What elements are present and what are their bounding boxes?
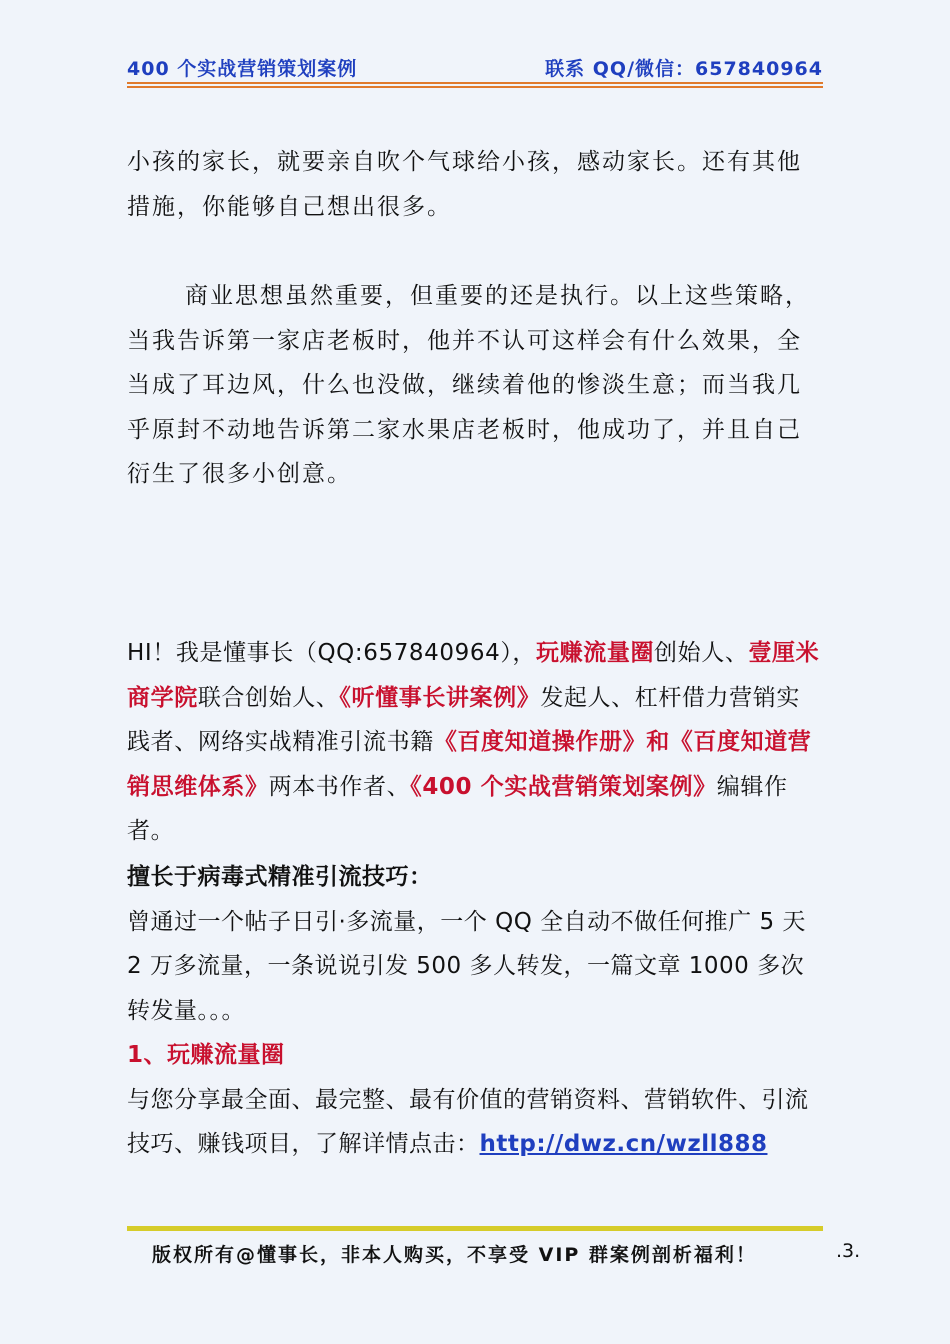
bio-text-5: 两本书作者、: [268, 773, 411, 800]
bio-highlight-1: 玩赚流量圈: [536, 640, 655, 666]
header-divider-secondary: [127, 86, 823, 88]
author-bio: [127, 631, 823, 854]
skills-item-title: 1、玩赚流量圈: [127, 1042, 285, 1068]
header-divider: [127, 82, 823, 84]
skills-item-description: [127, 1078, 823, 1167]
bio-text-1: HI！我是懂事长（QQ:657840964），: [127, 640, 537, 666]
bio-text-3: 联合创始人、: [197, 684, 340, 711]
skills-title: 擅长于病毒式精准引流技巧：: [127, 864, 433, 890]
paragraph-1: 小孩的家长，就要亲自吹个气球给小孩，感动家长。还有其他措施，你能够自己想出很多。: [127, 149, 802, 220]
footer-divider: [127, 1226, 823, 1231]
skills-item-text: 与您分享最全面、最完整、最有价值的营销资料、营销软件、引流技巧、赚钱项目，了解详情点击：: [127, 1086, 809, 1157]
paragraph-2: 商业思想虽然重要，但重要的还是执行。以上这些策略，当我告诉第一家店老板时，他并不认可这样会有什么效果，全当成了耳边风，什么也没做，继续着他的惨淡生意；而当我几乎原封不动地告诉第二家水果店老板时，他成功了，并且自己衍生了很多小创意。: [127, 283, 810, 487]
bio-highlight-3: 《听懂事长讲案例》: [339, 684, 541, 711]
bio-text-2: 创始人、: [654, 640, 749, 666]
promo-link[interactable]: http://dwz.cn/wzll888: [479, 1131, 768, 1157]
page-number: .3.: [836, 1240, 861, 1262]
footer-copyright: 版权所有@懂事长，非本人购买，不享受 VIP 群案例剖析福利！: [152, 1244, 757, 1266]
bio-highlight-2: 壹厘米商学院: [127, 640, 820, 711]
header-title: 400 个实战营销策划案例: [127, 58, 358, 80]
bio-highlight-4: 《百度知道操作册》和《百度知道营销思维体系》: [127, 729, 812, 800]
skills-section: [127, 855, 823, 1167]
skills-description: 曾通过一个帖子日引·多流量，一个 QQ 全自动不做任何推广 5 天 2 万多流量，一条说说引发 500 多人转发，一篇文章 1000 多次转发量。。。: [127, 908, 806, 1024]
page-header: [127, 54, 823, 82]
header-contact: 联系 QQ/微信：657840964: [545, 58, 823, 80]
bio-text-4: 发起人、杠杆借力营销实践者、网络实战精准引流书籍: [127, 684, 800, 755]
bio-text-6: 编辑作者。: [127, 773, 788, 844]
bio-highlight-5: 《400 个实战营销策划案例》: [410, 773, 717, 800]
